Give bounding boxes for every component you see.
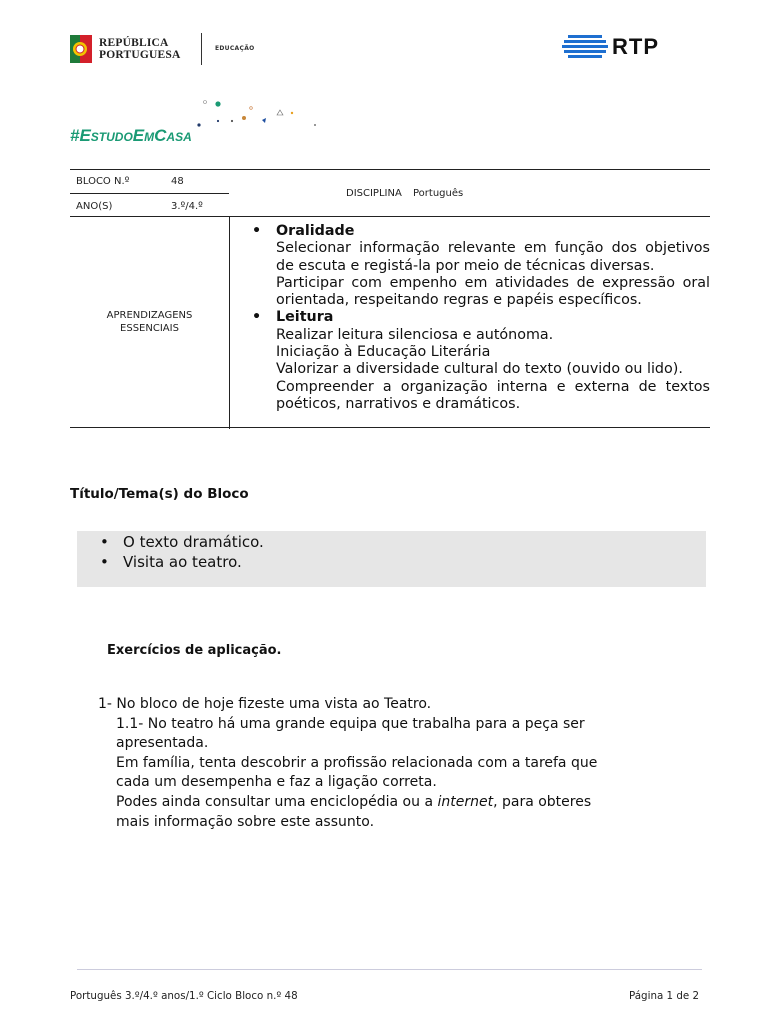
portugal-emblem-icon [68,33,94,65]
rtp-wordmark: RTP [612,34,659,59]
rtp-stripes-icon [562,34,608,60]
rtp-logo [562,34,682,62]
disciplina-label: DISCIPLINA [346,188,402,199]
page-number: Página 1 de 2 [629,990,700,1002]
lesson-info-table [70,169,710,428]
aprendizagens-label [70,309,229,335]
ano-value: 3.º/4.º [171,201,203,212]
footer-divider [77,969,702,970]
exercise-text: Podes ainda consultar uma enciclopédia ou a [116,793,438,810]
bloco-title-heading: Título/Tema(s) do Bloco [70,486,249,502]
exercises-title: Exercícios de aplicação. [107,643,282,658]
bloco-value: 48 [171,176,184,187]
table-divider [70,216,710,217]
table-divider [229,216,230,429]
decorative-dots-icon [190,96,320,132]
exercise-text: , para obteres mais informação sobre este assunto. [116,793,592,830]
exercise-line: 1- No bloco de hoje fizeste uma vista ao Teatro. [98,696,432,712]
footer-course-info: Português 3.º/4.º anos/1.º Ciclo Bloco n.º 48 [70,990,298,1002]
ano-label: ANO(S) [76,201,113,212]
section-heading-oralidade: • Oralidade [250,223,710,240]
disciplina-value: Português [413,188,464,199]
learning-goal: Realizar leitura silenciosa e autónoma. [276,326,554,343]
aprendizagens-label-line2: ESSENCIAIS [120,323,179,334]
table-divider [70,193,229,194]
exercise-line: 1.1- No teatro há uma grande equipa que trabalha para a peça ser apresentada. [116,715,585,752]
aprendizagens-label-line1: APRENDIZAGENS [106,310,193,321]
section-heading-leitura: • Leitura [250,309,710,326]
page-header [0,0,768,90]
learning-goal: Participar com empenho em atividades de expressão oral orientada, respeitando regras e papéis específicos. [276,274,710,309]
learning-goal: Selecionar informação relevante em função dos objetivos de escuta e registá-la por meio de técnicas diversas. [276,240,710,274]
bloco-label: BLOCO N.º [76,176,130,187]
exercises-body [98,695,608,832]
government-name-line2: PORTUGUESA [99,49,181,61]
exercise-line: Em família, tenta descobrir a profissão relacionada com a tarefa que cada um desempenha e faz a ligação correta. [116,754,598,791]
government-name-line1: REPÚBLICA [99,37,169,49]
department-name: EDUCAÇÃO [215,45,255,52]
disciplina-cell [346,188,463,199]
learning-goal: Valorizar a diversidade cultural do texto (ouvido ou lido). [276,361,683,378]
exercise-text-italic: internet [437,793,494,810]
aprendizagens-content [250,223,710,413]
topic-item: • Visita ao teatro. [77,552,706,572]
learning-goal: Compreender a organização interna e externa de textos poéticos, narrativos e dramáticos. [276,378,710,412]
exercise-line [98,793,608,832]
topics-box [77,531,706,587]
hashtag-title: #EstudoEmCasa [70,126,192,145]
government-logo [68,32,268,68]
government-name [99,37,180,61]
topic-item: • O texto dramático. [77,532,706,552]
learning-goal: Iniciação à Educação Literária [276,344,491,361]
logo-divider [201,33,202,65]
